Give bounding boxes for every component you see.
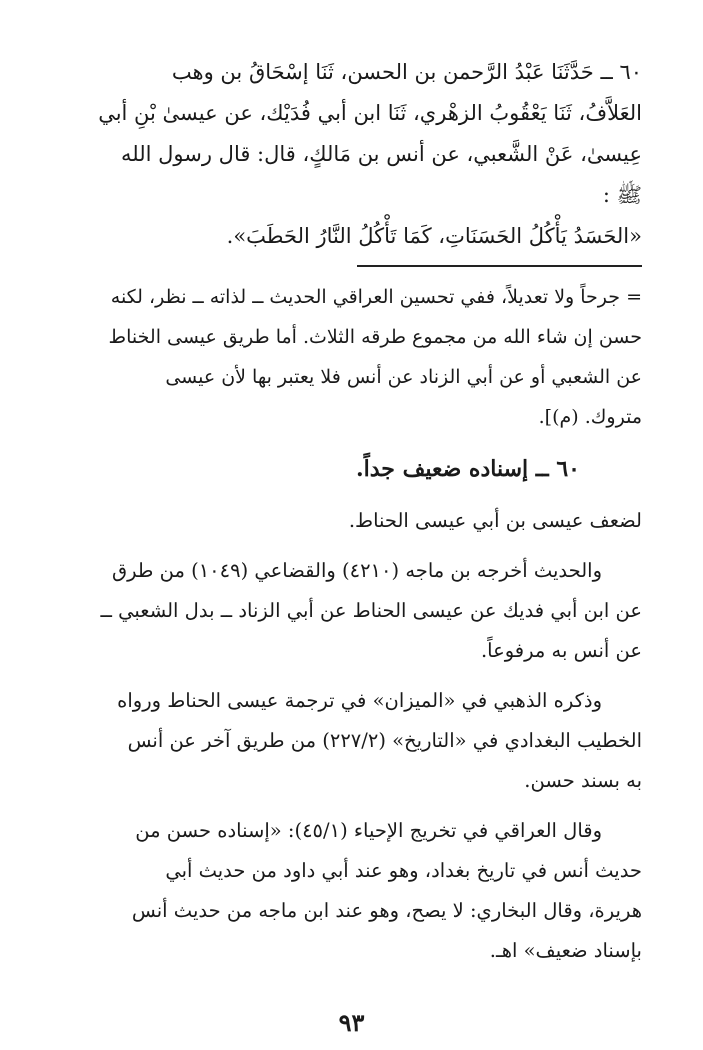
paragraph-line: وقال العراقي في تخريج الإحياء (٤٥/١): «إسناده حسن من bbox=[135, 819, 602, 842]
paragraph-line: بإسناد ضعيف» اهـ. bbox=[489, 939, 642, 962]
page-number: ٩٣ bbox=[338, 1008, 365, 1037]
page-body bbox=[58, 52, 642, 971]
paragraph-line: الخطيب البغدادي في «التاريخ» (٢٢٧/٢) من طريق آخر عن أنس bbox=[127, 729, 642, 752]
footnote-line: حسن إن شاء الله من مجموع طرقه الثلاث. أما طريق عيسى الخناط bbox=[108, 326, 642, 348]
footnote bbox=[58, 277, 642, 437]
commentary-paragraph bbox=[58, 811, 642, 971]
paragraph-line: وذكره الذهبي في «الميزان» في ترجمة عيسى الحناط ورواه bbox=[117, 689, 602, 712]
hadith-line: «الحَسَدُ يَأْكُلُ الحَسَنَاتِ، كَمَا تَأْكُلُ النَّارُ الحَطَبَ». bbox=[226, 224, 642, 248]
paragraph-line: به بسند حسن. bbox=[524, 769, 642, 792]
commentary-paragraph bbox=[58, 681, 642, 801]
footnote-divider bbox=[357, 265, 642, 267]
footnote-line: = جرحاً ولا تعديلاً، ففي تحسين العراقي الحديث ــ لذاته ــ نظر، لكنه bbox=[110, 286, 642, 308]
paragraph-line: عن أنس به مرفوعاً. bbox=[480, 639, 642, 662]
paragraph-line: هريرة، وقال البخاري: لا يصح، وهو عند ابن ماجه من حديث أنس bbox=[131, 899, 642, 922]
commentary-paragraph bbox=[58, 501, 642, 541]
commentary-paragraph bbox=[58, 551, 642, 671]
paragraph-line: والحديث أخرجه بن ماجه (٤٢١٠) والقضاعي (١٠٤٩) من طرق bbox=[112, 559, 602, 582]
paragraph-line: عن ابن أبي فديك عن عيسى الحناط عن أبي الزناد ــ بدل الشعبي ــ bbox=[100, 599, 642, 622]
hadith-line: عِيسىٰ، عَنْ الشَّعبي، عن أنس بن مَالكٍ، قال: قال رسول الله bbox=[121, 142, 642, 166]
hadith-line: ﷺ : bbox=[602, 183, 642, 207]
paragraph-line: لضعف عيسى بن أبي عيسى الحناط. bbox=[348, 509, 642, 532]
hadith-text bbox=[58, 52, 642, 257]
footnote-line: متروك. (م)]. bbox=[538, 406, 642, 428]
commentary-title: ٦٠ ــ إسناده ضعيف جداً. bbox=[355, 456, 580, 482]
footnote-line: عن الشعبي أو عن أبي الزناد عن أنس فلا يعتبر بها لأن عيسى bbox=[165, 366, 642, 388]
hadith-line: ٦٠ ــ حَدَّثَنَا عَبْدُ الرَّحمن بن الحسن، ثَنَا إسْحَاقُ بن وهب bbox=[171, 60, 642, 84]
hadith-line: العَلاَّفُ، ثَنَا يَعْقُوبُ الزهْري، ثَنَا ابن أبي فُدَيْك، عن عيسىٰ بْنِ أبي bbox=[98, 101, 642, 125]
paragraph-line: حديث أنس في تاريخ بغداد، وهو عند أبي داود من حديث أبي bbox=[165, 859, 642, 882]
